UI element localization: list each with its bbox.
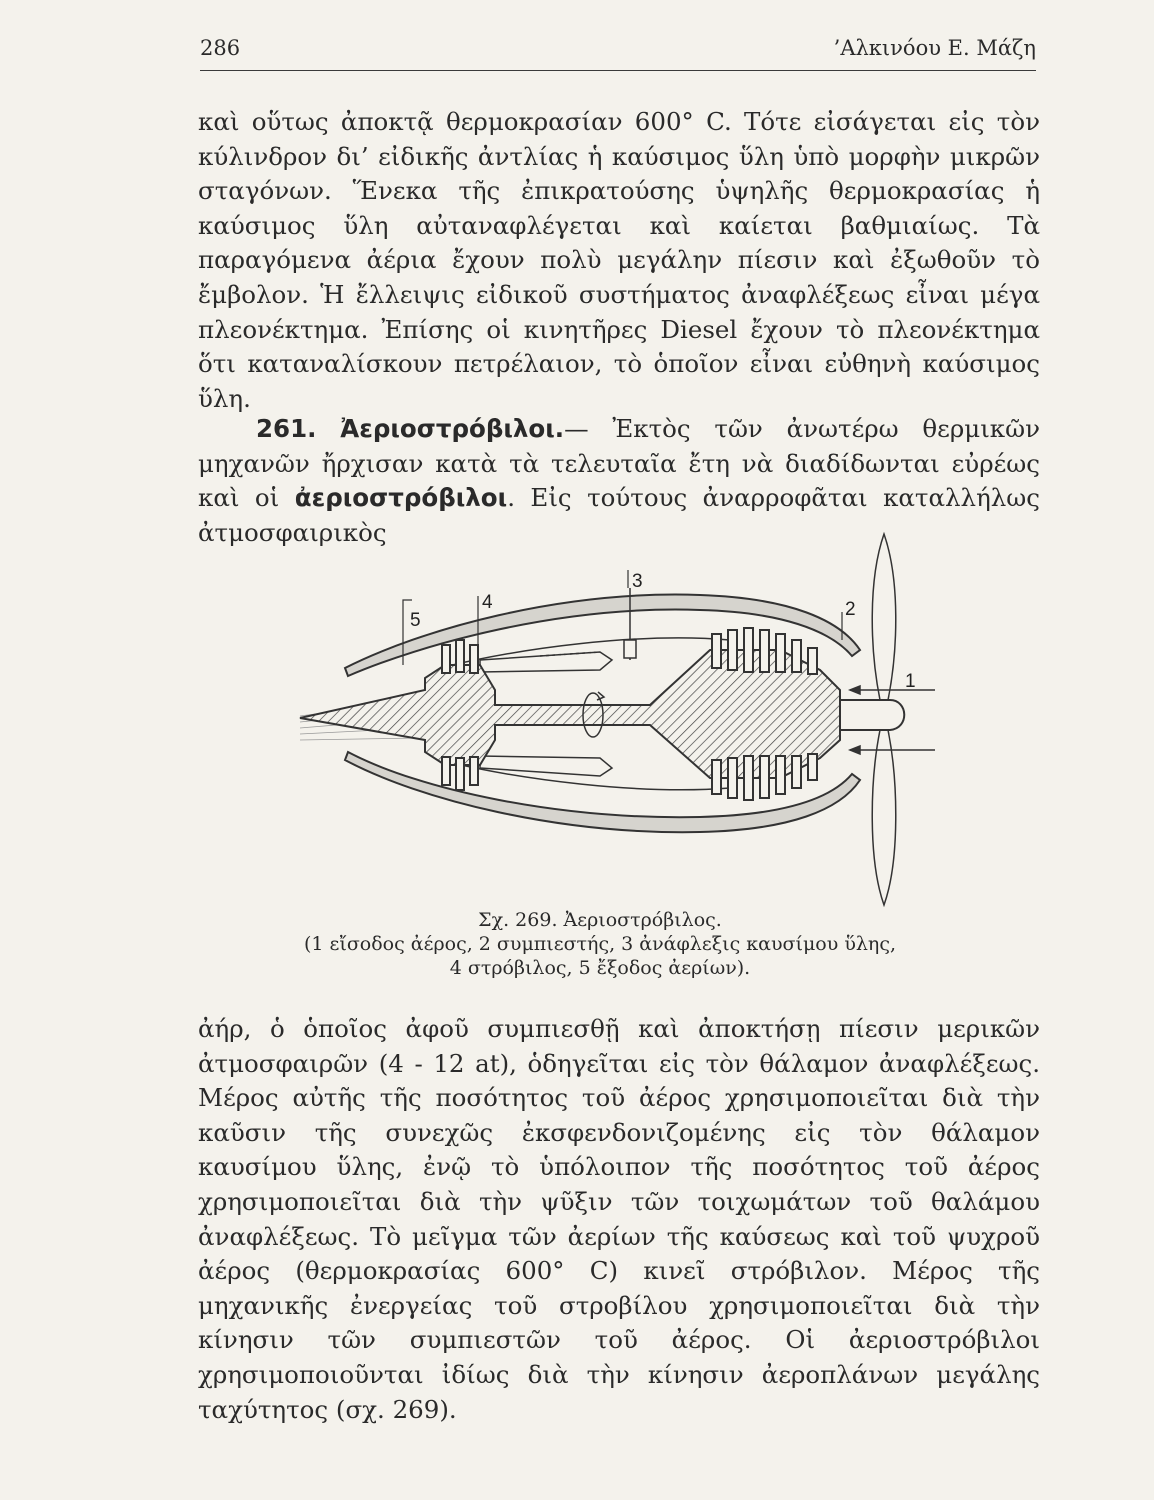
running-head: ’Αλκινόου Ε. Μάζη (833, 36, 1036, 60)
propeller-hub (840, 700, 904, 730)
section-number: 261. (256, 414, 317, 443)
caption-title: Σχ. 269. Ἀεριοστρόβιλος. (478, 909, 722, 931)
section-title: Ἀεριοστρόβιλοι. (340, 414, 565, 443)
section-text-after: . Εἰς τούτους ἀναρροφᾶται καταλλήλως ἀτμοσφαιρικὸς (198, 483, 1040, 547)
gas-turbine-diagram (230, 520, 1030, 920)
header-rule (200, 70, 1036, 71)
page-header (200, 36, 1036, 70)
figure-label-4: 4 (482, 592, 493, 613)
paragraph-gas-turbine: ἀήρ, ὁ ὁποῖος ἀφοῦ συμπιεσθῇ καὶ ἀποκτήσῃ πίεσιν μερικῶν ἀτμοσφαιρῶν (4 - 12 at), ὁδηγεῖται εἰς τὸν θάλαμον ἀναφλέξεως. Μέρος αὐτῆς τῆς ποσότητος τοῦ ἀέρος χρησιμοποιεῖται διὰ τὴν καῦσιν τῆς συνεχῶς ἐκσφενδονιζομένης εἰς τὸν θάλαμον καυσίμου ὕλης, ἐνῷ τὸ ὑπόλοιπον τῆς ποσότητος τοῦ ἀέρος χρησιμοποιεῖται διὰ τὴν ψῦξιν τῶν τοιχωμάτων τοῦ θαλάμου ἀναφλέξεως. Τὸ μεῖγμα τῶν ἀερίων τῆς καύσεως καὶ τοῦ ψυχροῦ ἀέρος (θερμοκρασίας 600° C) κινεῖ στρόβιλον. Μέρος τῆς μηχανικῆς ἐνεργείας τοῦ στροβίλου χρησιμοποιεῖται διὰ τὴν κίνησιν τῶν συμπιεστῶν τοῦ ἀέρος. Οἱ ἀεριοστρόβιλοι χρησιμοποιοῦνται ἰδίως διὰ τὴν κίνησιν ἀεροπλάνων μεγάλης ταχύτητος (σχ. 269). (198, 1014, 1040, 1424)
figure-label-1: 1 (905, 671, 916, 692)
page-number: 286 (200, 36, 241, 60)
figure-caption (300, 908, 900, 980)
figure-label-3: 3 (632, 571, 643, 592)
caption-line-1: (1 εἴσοδος ἀέρος, 2 συμπιεστής, 3 ἀνάφλεξις καυσίμου ὕλης, (304, 933, 896, 955)
figure-label-2: 2 (845, 599, 856, 620)
caption-line-2: 4 στρόβιλος, 5 ἔξοδος ἀερίων). (449, 957, 751, 979)
paragraph-diesel: καὶ οὕτως ἀποκτᾷ θερμοκρασίαν 600° C. Τότε εἰσάγεται εἰς τὸν κύλινδρον δι’ εἰδικῆς ἀντλίας ἡ καύσιμος ὕλη ὑπὸ μορφὴν μικρῶν σταγόνων. Ἕνεκα τῆς ἐπικρατούσης ὑψηλῆς θερμοκρασίας ἡ καύσιμος ὕλη αὐταναφλέγεται καὶ καίεται βαθμιαίως. Τὰ παραγόμενα ἀέρια ἔχουν πολὺ μεγάλην πίεσιν καὶ ἐξωθοῦν τὸ ἔμβολον. Ἡ ἔλλειψις εἰδικοῦ συστήματος ἀναφλέξεως εἶναι μέγα πλεονέκτημα. Ἐπίσης οἱ κινητῆρες Diesel ἔχουν τὸ πλεονέκτημα ὅτι καταναλίσκουν πετρέλαιον, τὸ ὁποῖον εἶναι εὐθηνὴ καύσιμος ὕλη. (198, 107, 1040, 413)
section-text-before: — Ἐκτὸς τῶν ἀνωτέρω θερμικῶν μηχανῶν ἤρχισαν κατὰ τὰ τελευταῖα ἔτη νὰ διαδίδωνται εὐρέως καὶ οἱ (198, 414, 1040, 513)
figure-label-5: 5 (410, 610, 421, 631)
section-term: ἀεριοστρόβιλοι (294, 483, 508, 513)
